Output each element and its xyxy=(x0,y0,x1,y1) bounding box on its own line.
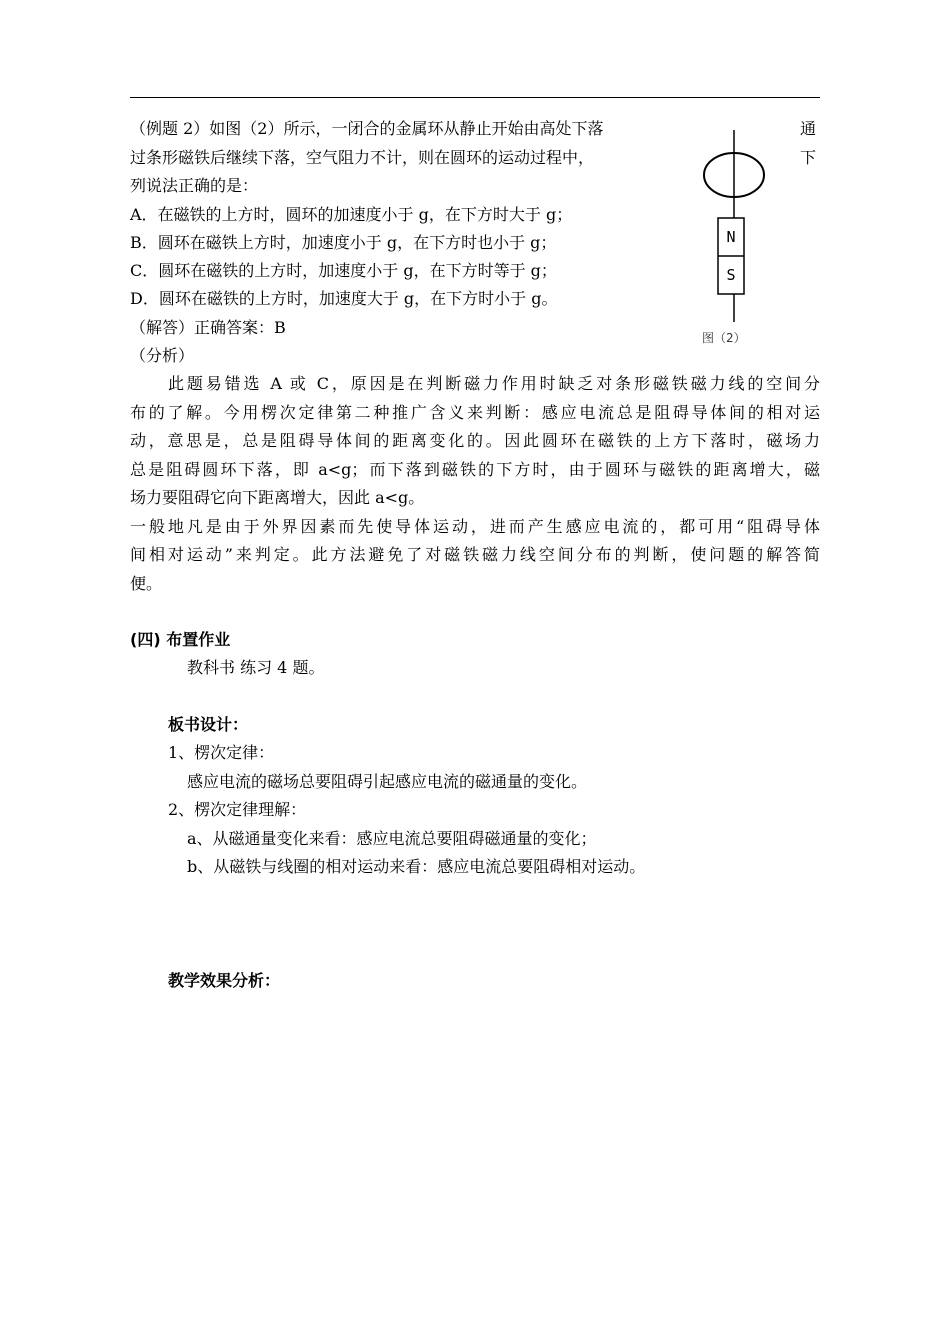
board-heading: 板书设计： xyxy=(168,715,249,734)
homework-heading: (四) 布置作业 xyxy=(130,630,231,649)
general-line-3: 便。 xyxy=(130,574,163,593)
ring-magnet-diagram xyxy=(698,122,778,348)
analysis-line-3: 动，意思是，总是阻碍导体间的距离变化的。因此圆环在磁铁的上方下落时，磁场力 xyxy=(130,431,820,450)
general-line-2: 间相对运动”来判定。此方法避免了对磁铁磁力线空间分布的判断，使问题的解答简 xyxy=(130,545,820,564)
example-stem-line-3: 列说法正确的是： xyxy=(130,176,259,195)
answer-line: （解答）正确答案：B xyxy=(130,318,286,337)
effect-heading: 教学效果分析： xyxy=(168,971,281,990)
board-item1-text: 感应电流的磁场总要阻碍引起感应电流的磁通量的变化。 xyxy=(187,772,588,791)
general-line-1: 一般地凡是由于外界因素而先使导体运动，进而产生感应电流的，都可用“阻碍导体 xyxy=(130,517,820,536)
analysis-line-5: 场力要阻碍它向下距离增大，因此 a<g。 xyxy=(130,488,425,507)
homework-text: 教科书 练习 4 题。 xyxy=(187,658,325,677)
example-stem-right-1: 通 xyxy=(800,119,817,138)
north-pole-label: N xyxy=(726,228,736,246)
example-stem-line-2: 过条形磁铁后继续下落，空气阻力不计，则在圆环的运动过程中， xyxy=(130,148,595,167)
board-item2-a: a、从磁通量变化来看：感应电流总要阻碍磁通量的变化； xyxy=(187,829,597,848)
header-rule xyxy=(130,97,820,98)
board-item2-b: b、从磁铁与线圈的相对运动来看：感应电流总要阻碍相对运动。 xyxy=(187,857,646,876)
example-stem-right-2: 下 xyxy=(800,148,817,167)
figure-ring-magnet xyxy=(698,122,778,348)
analysis-label: （分析） xyxy=(130,346,195,365)
option-c: C．圆环在磁铁的上方时，加速度小于 g，在下方时等于 g； xyxy=(130,261,557,280)
board-item1-title: 1、楞次定律： xyxy=(168,743,275,762)
analysis-line-1: 此题易错选 A 或 C，原因是在判断磁力作用时缺乏对条形磁铁磁力线的空间分 xyxy=(168,374,820,393)
analysis-line-2: 布的了解。今用楞次定律第二种推广含义来判断：感应电流总是阻碍导体间的相对运 xyxy=(130,403,820,422)
example-stem-line-1: （例题 2）如图（2）所示，一闭合的金属环从静止开始由高处下落 xyxy=(130,119,604,138)
figure-caption: 图（2） xyxy=(702,331,746,345)
board-item2-title: 2、楞次定律理解： xyxy=(168,800,307,819)
option-a: A．在磁铁的上方时，圆环的加速度小于 g，在下方时大于 g； xyxy=(130,205,573,224)
option-b: B．圆环在磁铁上方时，加速度小于 g，在下方时也小于 g； xyxy=(130,233,557,252)
analysis-line-4: 总是阻碍圆环下落，即 a<g；而下落到磁铁的下方时，由于圆环与磁铁的距离增大，磁 xyxy=(130,460,820,479)
option-d: D．圆环在磁铁的上方时，加速度大于 g，在下方时小于 g。 xyxy=(130,289,558,308)
south-pole-label: S xyxy=(726,266,736,284)
